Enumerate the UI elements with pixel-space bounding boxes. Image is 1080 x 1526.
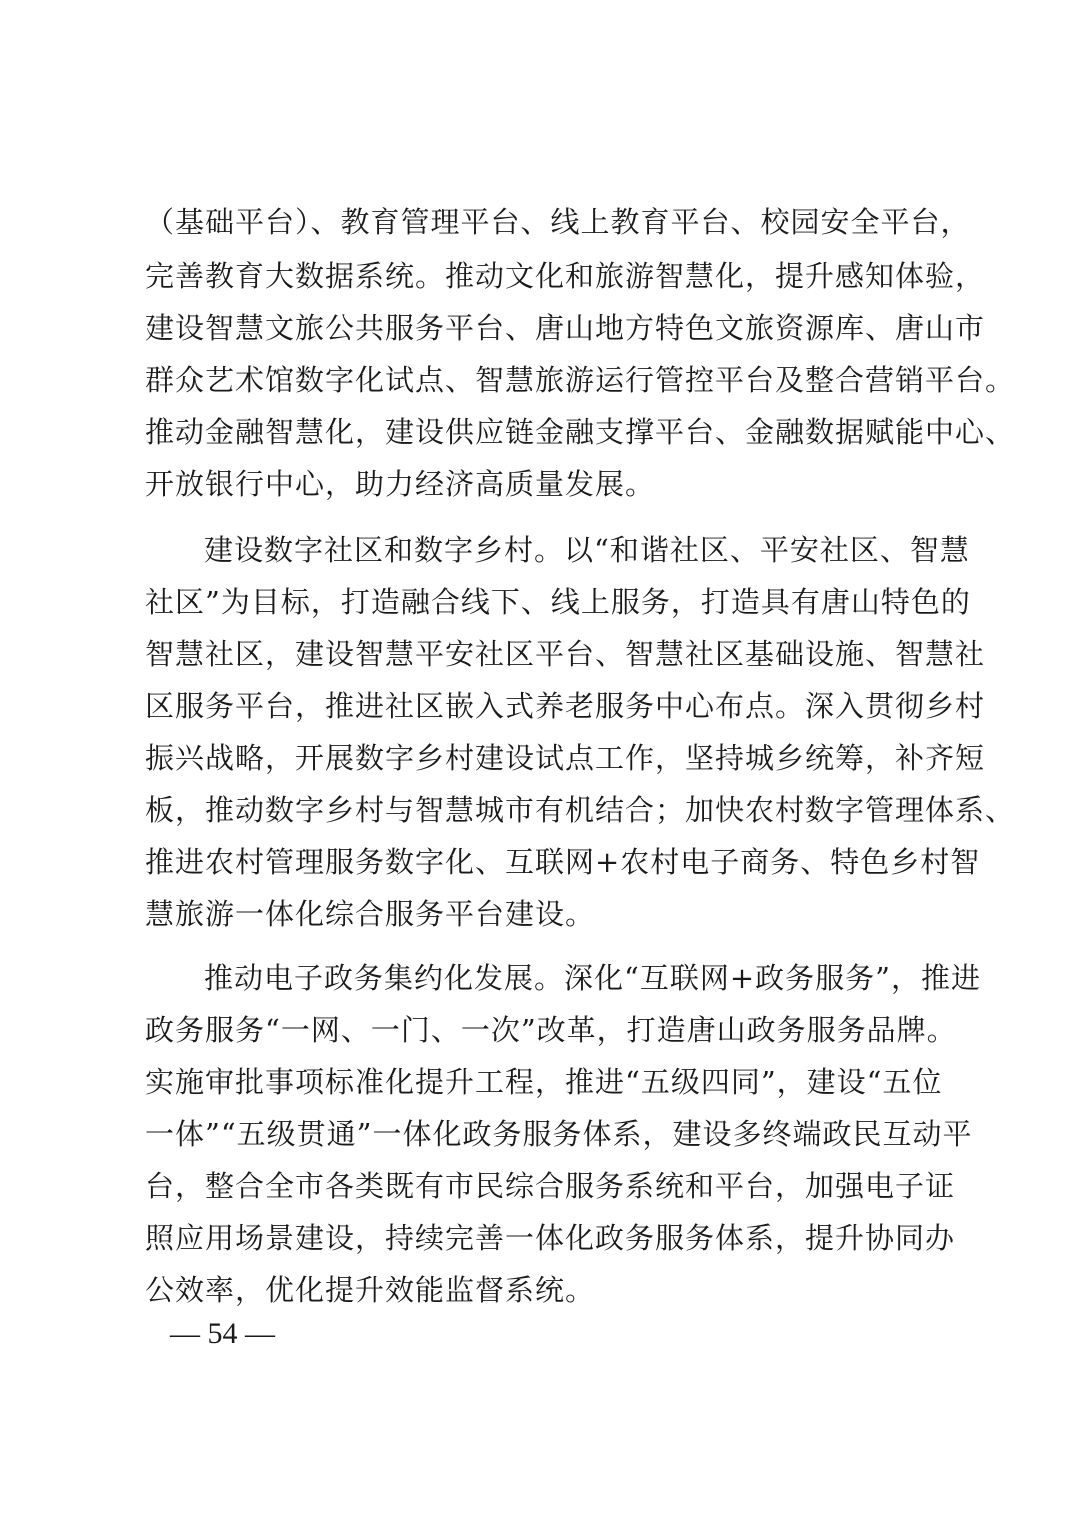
text-line: 实施审批事项标准化提升工程，推进“五级四同”，建设“五位 xyxy=(145,1065,943,1099)
text-line: 推动金融智慧化，建设供应链金融支撑平台、金融数据赋能中心、 xyxy=(145,415,1016,449)
text-line: （基础平台）、教育管理平台、线上教育平台、校园安全平台， xyxy=(145,205,971,239)
text-line: 板，推动数字乡村与智慧城市有机结合；加快农村数字管理体系、 xyxy=(145,793,1016,827)
text-line: 完善教育大数据系统。推动文化和旅游智慧化，提升感知体验， xyxy=(145,259,986,293)
text-line: 政务服务“一网、一门、一次”改革，打造唐山政务服务品牌。 xyxy=(145,1013,957,1047)
text-line: 区服务平台，推进社区嵌入式养老服务中心布点。深入贯彻乡村 xyxy=(145,689,986,723)
text-line: 振兴战略，开展数字乡村建设试点工作，坚持城乡统筹，补齐短 xyxy=(145,741,986,775)
text-line: 推进农村管理服务数字化、互联网+农村电子商务、特色乡村智 xyxy=(145,845,981,879)
text-line: 智慧社区，建设智慧平安社区平台、智慧社区基础设施、智慧社 xyxy=(145,637,986,671)
text-line: 开放银行中心，助力经济高质量发展。 xyxy=(145,467,656,501)
text-line: 建设智慧文旅公共服务平台、唐山地方特色文旅资源库、唐山市 xyxy=(145,311,986,345)
text-line: 台，整合全市各类既有市民综合服务系统和平台，加强电子证 xyxy=(145,1169,956,1203)
text-line: 群众艺术馆数字化试点、智慧旅游运行管控平台及整合营销平台。 xyxy=(145,363,1016,397)
text-line: 公效率，优化提升效能监督系统。 xyxy=(145,1273,596,1307)
text-line: 照应用场景建设，持续完善一体化政务服务体系，提升协同办 xyxy=(145,1221,956,1255)
text-line: 建设数字社区和数字乡村。以“和谐社区、平安社区、智慧 xyxy=(204,533,970,567)
page-number: — 54 — xyxy=(170,1317,275,1350)
text-line: 社区”为目标，打造融合线下、线上服务，打造具有唐山特色的 xyxy=(145,585,971,619)
text-line: 一体”“五级贯通”一体化政务服务体系，建设多终端政民互动平 xyxy=(145,1117,973,1151)
text-line: 推动电子政务集约化发展。深化“互联网+政务服务”，推进 xyxy=(204,961,981,995)
text-line: 慧旅游一体化综合服务平台建设。 xyxy=(145,897,596,931)
